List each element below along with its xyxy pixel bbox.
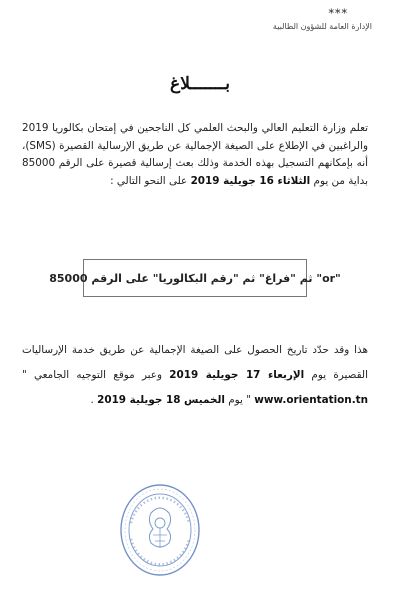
document-title: بـــــــلاغ [170, 74, 230, 94]
registration-start-date: الثلاثاء 16 جويلية 2019 [190, 174, 311, 187]
results-paragraph [22, 338, 368, 413]
orientation-website: www.orientation.tn [254, 394, 368, 406]
official-seal-stamp [119, 483, 201, 577]
web-results-date: الخميس 18 جويلية 2019 [97, 394, 225, 406]
paragraph2-part4: . [90, 394, 98, 406]
sms-format-box [49, 259, 341, 297]
paragraph2-part3: " يوم [224, 394, 255, 406]
announcement-paragraph [22, 120, 368, 190]
sms-results-date: الإربعاء 17 جويلية 2019 [169, 369, 305, 381]
paragraph1-text: تعلم وزارة التعليم العالي والبحث العلمي كل الناجحين في إمتحان بكالوريا 2019 والراغبين في الإطلاع على الصيغة الإجمالية عن طريق الإرسالية القصيرة (SMS)، أنه بإمكانهم التسجيل بهذه الخدمة وذلك بعث إرسالية قصيرة على الرقم 85000 بداية من يوم [22, 122, 368, 187]
paragraph1-end: على النحو التالي : [110, 174, 191, 187]
paragraph2-part1: هذا وقد حدّد تاريخ الحصول على الصيغة الإجمالية عن طريق خدمة الإرساليات القصيرة يوم [22, 344, 368, 381]
header-department: الإدارة العامة للشؤون الطالبية [272, 22, 372, 31]
sms-format-text: "or" ثم "فراغ" ثم "رقم البكالوريا" على الرقم 85000 [49, 271, 341, 285]
paragraph2-part2: وعبر موقع التوجيه الجامعي " [22, 369, 170, 381]
header-stars: *** [328, 7, 348, 20]
